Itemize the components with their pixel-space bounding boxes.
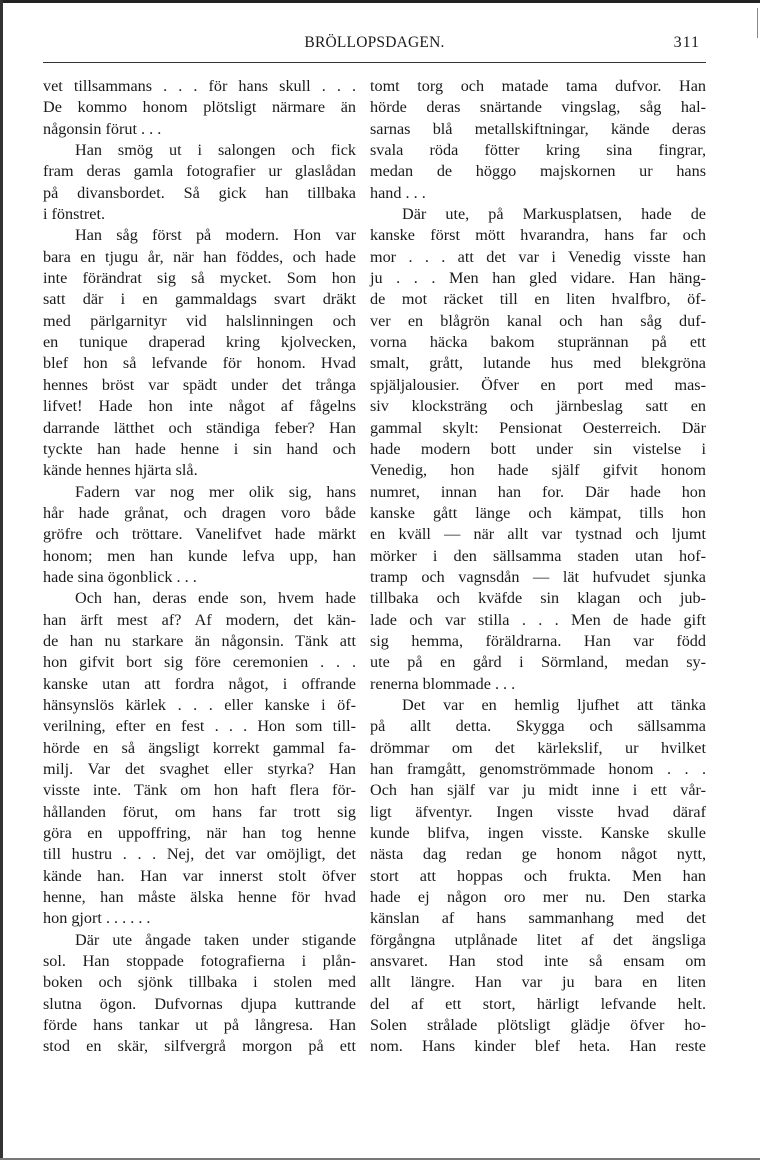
text-line: hand . . . bbox=[370, 183, 426, 202]
text-line: Han smög ut i salongen och fick bbox=[75, 141, 356, 160]
text-line: på divansbordet. Så gick han tillbaka bbox=[43, 183, 356, 202]
text-line: lifvet! Hade hon inte något af fågelns bbox=[43, 397, 356, 416]
text-line: hon gjort . . . . . . bbox=[43, 909, 151, 928]
text-line: mörker i den sällsamma staden utan hof- bbox=[370, 546, 706, 565]
text-line: kände han. Han var innerst stolt öfver bbox=[43, 866, 356, 885]
text-line: förde hans tankar ut på långresa. Han bbox=[43, 1016, 356, 1035]
text-line: gröfre och tröttare. Vanelifvet hade märkt bbox=[43, 525, 356, 544]
text-line: honom; men han kunde lefva upp, han bbox=[43, 546, 356, 565]
text-line: inte förändrat sig så mycket. Som hon bbox=[43, 269, 356, 288]
text-line: till hustru . . . Nej, det var omöjligt, det bbox=[43, 845, 356, 864]
text-line: numret, innan han for. Där hade hon bbox=[370, 482, 706, 501]
text-line: en tunique draperad kring kjolvecken, bbox=[43, 333, 356, 352]
text-line: ver en blågrön kanal och han såg duf- bbox=[370, 311, 706, 330]
text-line: darrande lätthet och ständiga feber? Han bbox=[43, 418, 356, 437]
text-line: hår hade grånat, och dragen voro både bbox=[43, 503, 356, 522]
text-line: slutna ögon. Dufvornas djupa kuttrande bbox=[43, 994, 356, 1013]
text-line: mor . . . att det var i Venedig visste han bbox=[370, 247, 706, 266]
text-line: medan de höggo majskornen ur hans bbox=[370, 162, 706, 181]
running-header bbox=[43, 34, 706, 63]
text-line: verilning, efter en fest . . . Hon som till- bbox=[43, 717, 356, 736]
text-line: tyckte han hade henne i sin hand och bbox=[43, 439, 356, 458]
text-line: hade sina ögonblick . . . bbox=[43, 567, 197, 586]
right-column bbox=[370, 76, 706, 1058]
text-line: känslan af hans sammanhang med det bbox=[370, 909, 706, 928]
text-line: Fadern var nog mer olik sig, hans bbox=[75, 482, 356, 501]
text-line: renerna blommade . . . bbox=[370, 674, 516, 693]
text-line: tomt torg och matade tama dufvor. Han bbox=[370, 77, 706, 95]
text-line: Det var en hemlig ljufhet att tänka bbox=[402, 695, 706, 714]
page-number: 311 bbox=[673, 34, 700, 51]
text-line: göra en uppoffring, när han tog henne bbox=[43, 824, 356, 843]
text-line: satt där i en gammaldags svart dräkt bbox=[43, 290, 356, 309]
text-line: tramp och vagnsdån — lät hufvudet sjunka bbox=[370, 567, 706, 586]
text-line: kände hennes hjärta slå. bbox=[43, 461, 198, 480]
text-line: vet tillsammans . . . för hans skull . . . bbox=[43, 77, 356, 95]
text-line: Venedig, hon hade själf gifvit honom bbox=[370, 461, 706, 480]
text-line: blef hon så lefvande för honom. Hvad bbox=[43, 354, 356, 373]
text-line: hade ej någon oro mer nu. Den starka bbox=[370, 888, 706, 907]
text-line: hörde deras snärtande vingslag, såg hal- bbox=[370, 98, 706, 117]
running-title: BRÖLLOPSDAGEN. bbox=[304, 34, 445, 51]
text-line: Han såg först på modern. Hon var bbox=[75, 226, 356, 245]
text-line: sarnas blå metallskiftningar, kände deras bbox=[370, 119, 706, 138]
text-line: sig hemma, föräldrarna. Han var född bbox=[370, 631, 706, 650]
text-line: kanske gått länge och kämpat, tills hon bbox=[370, 503, 706, 522]
text-line: milj. Var det svaghet eller styrka? Han bbox=[43, 760, 356, 778]
text-line: del af ett stort, härligt lefvande helt. bbox=[370, 994, 706, 1013]
text-line: siv klocksträng och järnbeslag satt en bbox=[370, 397, 706, 416]
text-line: en kväll — när allt var tystnad och ljumt bbox=[370, 525, 706, 544]
text-line: på allt detta. Skygga och sällsamma bbox=[370, 717, 706, 736]
text-line: boken och sjönk tillbaka i stolen med bbox=[43, 973, 356, 992]
text-line: ligt äfventyr. Ingen visste hvad däraf bbox=[370, 802, 706, 821]
text-line: kunde blifva, ingen visste. Kanske skulle bbox=[370, 824, 706, 843]
text-line: de han nu starkare än någonsin. Tänk att bbox=[43, 631, 356, 650]
text-line: ansvaret. Han stod inte så ensam om bbox=[370, 952, 706, 971]
text-line: förgångna utplånade litet af det ängsliga bbox=[370, 930, 706, 949]
text-line: allt längre. Han var ju bara en liten bbox=[370, 973, 706, 992]
text-line: kanske utan att fordra något, i offrande bbox=[43, 674, 356, 693]
text-line: hennes bröst var spädt under det trånga bbox=[43, 375, 356, 394]
text-line: henne, han måste älska henne för hvad bbox=[43, 888, 356, 907]
text-line: lade och var stilla . . . Men de hade gift bbox=[370, 610, 706, 629]
text-line: Och han själf var ju midt inne i ett vår- bbox=[370, 781, 706, 800]
text-line: vorna häcka bakom stuprännan på ett bbox=[370, 333, 706, 352]
text-line: tillbaka och kväfde sin klagan och jub- bbox=[370, 589, 706, 608]
text-line: hade modern bott under sin vistelse i bbox=[370, 439, 706, 458]
text-line: han framgått, genomströmmade honom . . . bbox=[370, 760, 706, 778]
text-line: ute på en gård i Sörmland, medan sy- bbox=[370, 653, 706, 672]
scan-edge-top bbox=[0, 0, 760, 3]
text-line: bara en tjugu år, när han föddes, och hade bbox=[43, 247, 356, 266]
text-line: han ärft mest af? Af modern, det kän- bbox=[43, 610, 356, 629]
text-line: hon gifvit bort sig före ceremonien . . . bbox=[43, 653, 356, 672]
text-line: drömmar om det kärlekslif, ur hvilket bbox=[370, 738, 706, 757]
text-line: hållanden förut, om hans far trott sig bbox=[43, 802, 356, 821]
text-line: Där ute, på Markusplatsen, hade de bbox=[402, 205, 706, 224]
text-line: ju . . . Men han gled vidare. Han häng- bbox=[370, 269, 706, 288]
text-line: De kommo honom plötsligt närmare än bbox=[43, 98, 356, 117]
text-line: stod en skär, silfvergrå morgon på ett bbox=[43, 1037, 356, 1056]
text-line: gammal skylt: Pensionat Oesterreich. Där bbox=[370, 418, 706, 437]
scan-edge-right bbox=[757, 8, 758, 38]
text-line: kanske först mött hvarandra, hans far och bbox=[370, 226, 706, 245]
text-line: i fönstret. bbox=[43, 205, 106, 224]
left-column bbox=[43, 76, 356, 1058]
text-line: sol. Han stoppade fotografierna i plån- bbox=[43, 952, 356, 971]
text-line: smalt, grått, lutande hus med blekgröna bbox=[370, 354, 706, 373]
text-line: Och han, deras ende son, hvem hade bbox=[75, 589, 356, 608]
text-line: visste inte. Tänk om hon haft flera för- bbox=[43, 781, 356, 800]
text-line: nom. Hans kinder blef heta. Han reste bbox=[370, 1037, 706, 1056]
text-line: spjäljalousier. Öfver en port med mas- bbox=[370, 375, 706, 394]
text-line: nästa dag redan ge honom något nytt, bbox=[370, 845, 706, 864]
text-line: hänsynslös kärlek . . . eller kanske i öf- bbox=[43, 695, 356, 714]
text-line: med pärlgarnityr vid halslinningen och bbox=[43, 311, 356, 330]
text-line: Solen strålade plötsligt glädje öfver ho- bbox=[370, 1016, 706, 1035]
text-line: fram deras gamla fotografier ur glaslådan bbox=[43, 162, 356, 181]
scan-edge-left bbox=[0, 0, 3, 1160]
text-line: svala röda fötter kring sina fingrar, bbox=[370, 141, 706, 160]
text-line: någonsin förut . . . bbox=[43, 119, 162, 138]
text-line: Där ute ångade taken under stigande bbox=[75, 930, 356, 949]
text-line: hörde en så ängsligt korrekt gammal fa- bbox=[43, 738, 356, 757]
text-line: de mot räcket till en liten hvalfbro, öf- bbox=[370, 290, 706, 309]
text-line: stort att hoppas och frukta. Men han bbox=[370, 866, 706, 885]
